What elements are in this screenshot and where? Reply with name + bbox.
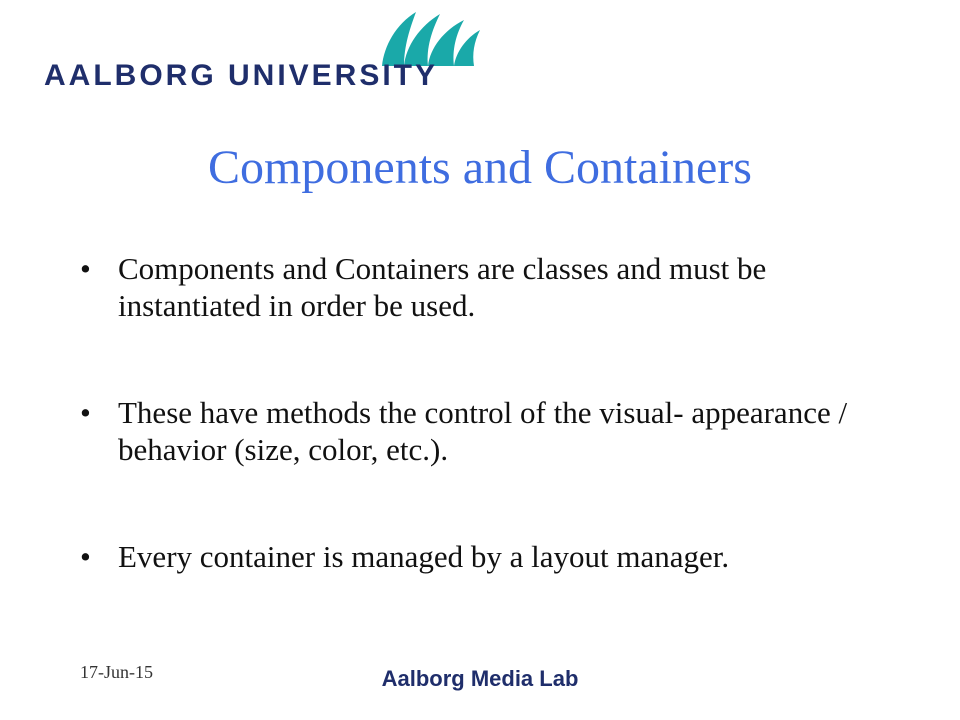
bullet-text: Every container is managed by a layout manager. xyxy=(118,539,730,574)
footer-lab-name: Aalborg Media Lab xyxy=(381,666,579,691)
slide-title: Components and Containers xyxy=(208,141,752,194)
bullet-item xyxy=(80,538,900,575)
university-logo xyxy=(34,0,466,96)
bullet-list xyxy=(80,250,900,645)
footer-date: 17-Jun-15 xyxy=(80,662,153,682)
logo-text: AALBORG UNIVERSITY xyxy=(44,59,439,92)
bullet-dot: • xyxy=(80,395,91,430)
bullet-text: Components and Containers are classes and must be instantiated in order be used. xyxy=(118,251,767,323)
bullet-dot: • xyxy=(80,251,91,286)
bullet-dot: • xyxy=(80,539,91,574)
bullet-text: These have methods the control of the visual- appearance / behavior (size, color, etc.). xyxy=(118,395,848,467)
bullet-item xyxy=(80,394,900,468)
bullet-item xyxy=(80,250,900,324)
